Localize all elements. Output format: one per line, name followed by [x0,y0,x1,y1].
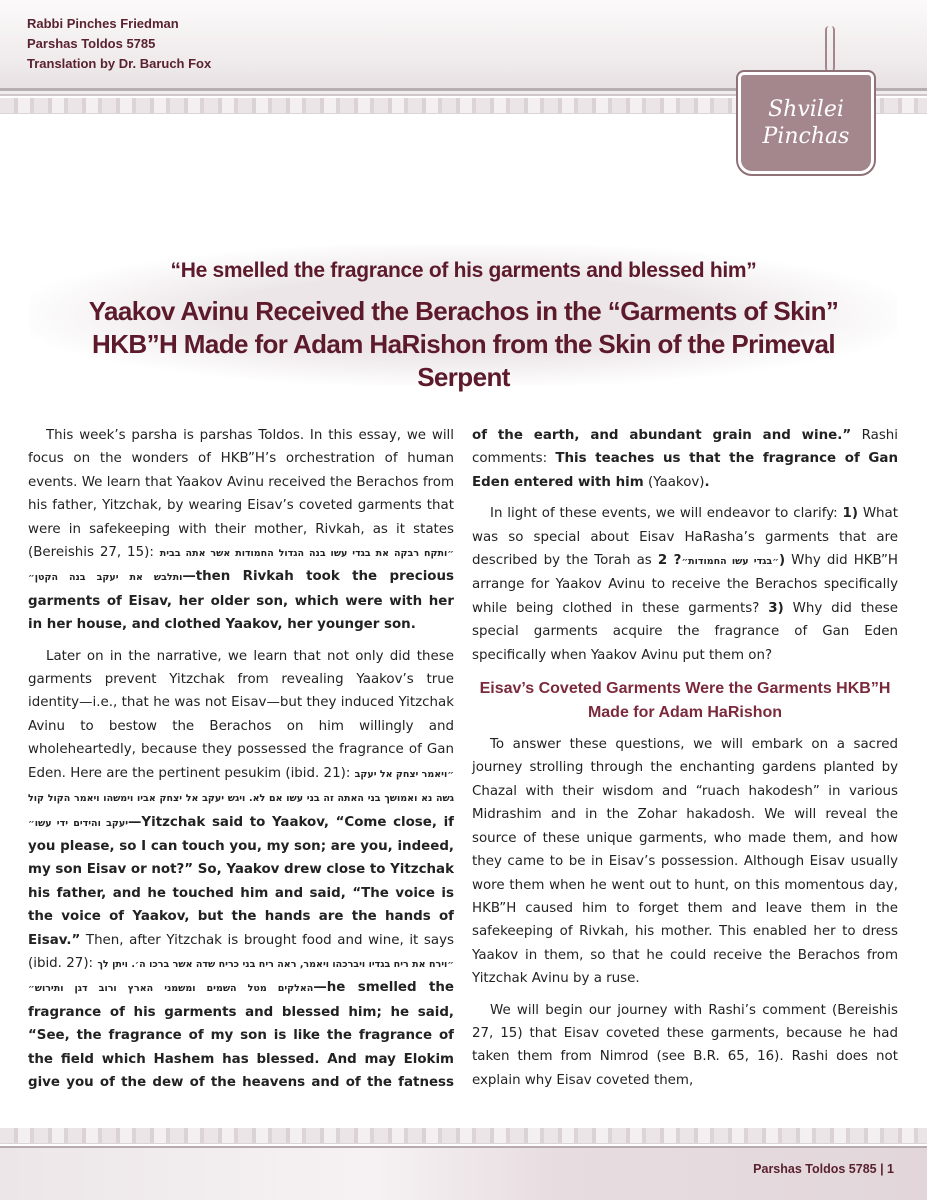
bold-text: 1) [842,506,858,522]
bold-text: ? 2) [657,553,786,569]
text-run: Then, after Yitzchak is brought food and wine, it says (ibid. 27): [28,932,454,971]
bold-text: —then Rivkah took the precious garments of Eisav, her older son, which were with her in her house, and clothed Yaakov, her younger son. [28,569,454,633]
translator: Translation by Dr. Baruch Fox [27,56,212,71]
bold-text: —he smelled the fragrance of his garments and blessed him; he said, “See, the fragrance of my son is like the fragrance of the field which Hashem has blessed. And may Elokim give you of the dew of the heavens and of the fatness of the earth, and abundant grain and wine.” [28,428,852,1090]
logo-line1: Shvilei [768,97,844,122]
paragraph [28,424,454,637]
paragraph [472,733,898,990]
text-run: To answer these questions, we will embark on a sacred journey strolling through the enchanting gardens planted by Chazal with their wisdom and “ruach hakodesh” in various Midrashim and in the Zohar hakadosh. We will reveal the source of these unique garments, who made them, and how they came to be in Eisav’s possession. Although Eisav usually wore them when he went out to hunt, on this momentous day, HKB”H caused him to forget them and leave them in the safekeeping of Rivkah, his mother. This enabled her to dress Yaakov in them, so that he could receive the Berachos from Yitzchak Avinu by a ruse. [472,737,898,987]
title-band [30,245,897,392]
parsha: Parshas Toldos 5785 [27,36,156,51]
hebrew-quote: ״וירח את ריח בגדיו ויברכהו ויאמר, ראה ריח בני כריח שדה אשר ברכו ה׳. ויתן לך האלקים מטל השמים ומשמני הארץ ורוב דגן ותירוש״ [28,958,455,995]
text-run: (Yaakov) [643,474,705,490]
subtitle: “He smelled the fragrance of his garments and blessed him” [170,259,757,282]
text-run: We will begin our journey with Rashi’s comment (Bereishis 27, 15) that Eisav coveted these garments, because he had taken them from Nimrod (see B.R. 65, 16). Rashi does not explain why Eisav coveted them, [472,1002,898,1088]
logo-flame [825,26,835,72]
text-run: Why did these special garments acquire the fragrance of Gan Eden specifically when Yaakov Avinu put them on? [472,600,898,663]
text-run: Why did HKB”H arrange for Yaakov Avinu to receive the Berachos specifically while being clothed in these garments? [472,553,898,616]
page-title: Yaakov Avinu Received the Berachos in the “Garments of Skin” HKB”H Made for Adam HaRishon from the Skin of the Primeval Serpent [88,296,839,392]
text-run: What was so special about Eisav HaRasha’s garments that are described by the Torah as [472,506,898,569]
paragraph [472,502,898,667]
author: Rabbi Pinches Friedman [27,16,179,31]
text-run: Later on in the narrative, we learn that not only did these garments prevent Yitzchak from revealing Yaakov’s true identity—i.e., that he was not Eisav—but they induced Yitzchak Avinu to bestow the Berachos on him willingly and wholeheartedly, because they possessed the fragrance of Gan Eden. Here are the pertinent pesukim (ibid. 21): [28,648,454,781]
logo-line2: Pinchas [762,124,850,149]
hebrew-quote: ״ותקח רבקה את בגדי עשו בנה הגדול החמודות אשר אתה בבית ותלבש את יעקב בנה הקטן״ [28,548,454,584]
article-body [28,424,898,1097]
bold-text: . [704,474,710,490]
section-heading: Eisav’s Coveted Garments Were the Garments HKB”H Made for Adam HaRishon [479,680,891,722]
footer-ornament [0,1128,927,1144]
footer-page-label: Parshas Toldos 5785 | 1 [753,1162,894,1176]
hebrew-quote: ״בגדי עשו החמודות״ [681,556,779,568]
hebrew-quote: ״ויאמר יצחק אל יעקב גשה נא ואמושך בני האתה זה בני עשו אם לא. ויגש יעקב אל יצחק אביו וימשהו ויאמר הקול קול יעקב והידים ידי עשו״ [28,768,454,829]
text-run: This week’s parsha is parshas Toldos. In this essay, we will focus on the wonders of HKB”H’s orchestration of human events. We learn that Yaakov Avinu received the Berachos from his father, Yitzchak, by wearing Eisav’s coveted garments that were in safekeeping with their mother, Rivkah, as it states (Bereishis 27, 15): [28,428,454,561]
text-run: Rashi comments: [472,428,899,467]
text-run: In light of these events, we will endeavor to clarify: [490,506,843,522]
bold-text: 3) [768,600,784,616]
bold-text: —Yitzchak said to Yaakov, “Come close, if you please, so I can touch you, my son; are you, indeed, my son Eisav or not?” So, Yaakov drew close to Yitzchak his father, and he touched him and said, “The voice is the voice of Yaakov, but the hands are the hands of Eisav.” [28,814,454,948]
bold-text: This teaches us that the fragrance of Gan Eden entered with him [472,451,898,490]
paragraph [472,999,898,1093]
shvilei-pinchas-logo [738,72,874,174]
header-meta [27,14,211,74]
